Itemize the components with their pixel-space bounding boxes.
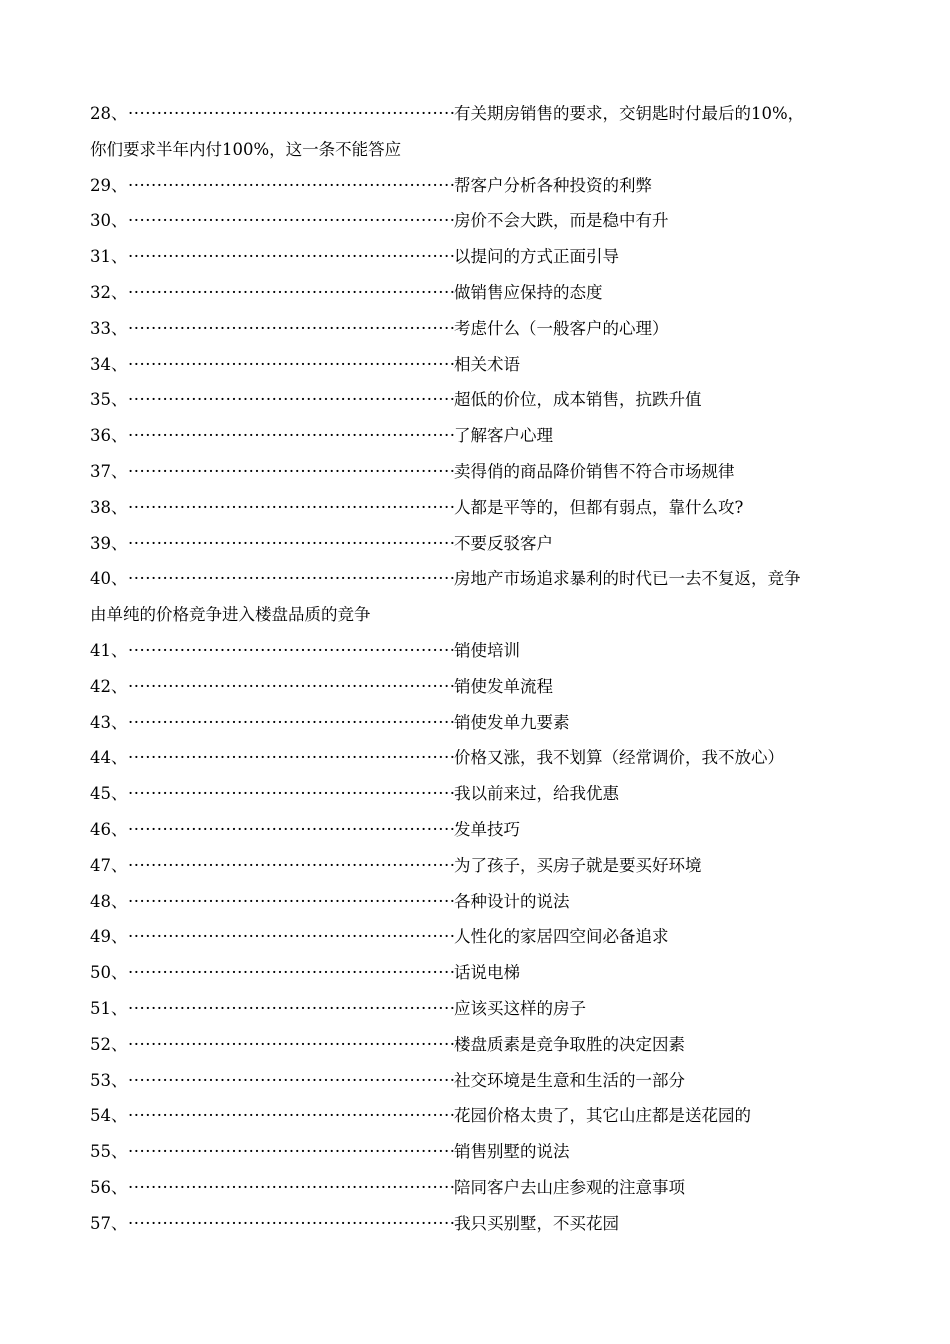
toc-entry-title: 我以前来过，给我优惠 (454, 784, 619, 804)
dot-leader (128, 705, 454, 741)
dot-leader (128, 1134, 454, 1170)
dot-leader (128, 669, 454, 705)
toc-entry-title: 超低的价位，成本销售，抗跌升值 (454, 390, 702, 410)
toc-entry (90, 740, 870, 776)
toc-entry-number: 43、 (90, 712, 128, 732)
toc-entry-number: 33、 (90, 318, 128, 338)
dot-leader (128, 848, 454, 884)
toc-entry (90, 776, 870, 812)
toc-entry (90, 490, 870, 526)
toc-entry (90, 382, 870, 418)
toc-entry-title: 房价不会大跌，而是稳中有升 (454, 211, 669, 231)
toc-entry-number: 53、 (90, 1070, 128, 1090)
toc-entry-title: 房地产市场追求暴利的时代已一去不复返，竞争 (454, 569, 801, 589)
dot-leader (128, 955, 454, 991)
toc-entry-number: 31、 (90, 247, 128, 267)
toc-entry (90, 848, 870, 884)
toc-entry (90, 669, 870, 705)
toc-entry-number: 35、 (90, 390, 128, 410)
toc-entry (90, 812, 870, 848)
toc-entry-title: 发单技巧 (454, 819, 520, 839)
toc-entry-number: 52、 (90, 1034, 128, 1054)
toc-entry (90, 633, 870, 669)
toc-entry-number: 50、 (90, 963, 128, 983)
toc-entry-title: 有关期房销售的要求，交钥匙时付最后的10%， (454, 104, 805, 123)
toc-entry (90, 275, 870, 311)
dot-leader (128, 1063, 454, 1099)
dot-leader (128, 347, 454, 383)
dot-leader (128, 991, 454, 1027)
dot-leader (128, 776, 454, 812)
toc-entry-title: 了解客户心理 (454, 426, 553, 446)
dot-leader (128, 884, 454, 920)
toc-entry (90, 203, 870, 239)
toc-entry (90, 1206, 870, 1242)
dot-leader (128, 812, 454, 848)
toc-entry-number: 29、 (90, 175, 128, 195)
toc-entry-number: 47、 (90, 855, 128, 875)
toc-entry (90, 705, 870, 741)
toc-entry-title: 以提问的方式正面引导 (454, 247, 619, 267)
dot-leader (128, 311, 454, 347)
toc-entry-number: 38、 (90, 497, 128, 517)
toc-entry-title: 相关术语 (454, 354, 520, 374)
dot-leader (128, 633, 454, 669)
toc-entry-number: 55、 (90, 1142, 128, 1162)
toc-entry (90, 1170, 870, 1206)
toc-entry (90, 1134, 870, 1170)
dot-leader (128, 1027, 454, 1063)
toc-entry-continuation: 由单纯的价格竞争进入楼盘品质的竞争 (90, 605, 371, 625)
toc-entry-title: 做销售应保持的态度 (454, 282, 603, 302)
toc-entry-number: 57、 (90, 1213, 128, 1233)
dot-leader (128, 1098, 454, 1134)
toc-entry-number: 41、 (90, 640, 128, 660)
dot-leader (128, 561, 454, 597)
toc-entry-number: 32、 (90, 282, 128, 302)
toc-entry-number: 45、 (90, 784, 128, 804)
toc-entry-number: 40、 (90, 569, 128, 589)
toc-entry (90, 955, 870, 991)
toc-entry-title: 花园价格太贵了，其它山庄都是送花园的 (454, 1106, 751, 1126)
toc-entry-title: 陪同客户去山庄参观的注意事项 (454, 1177, 685, 1197)
toc-entry-number: 37、 (90, 461, 128, 481)
toc-entry (90, 1027, 870, 1063)
toc-entry-number: 49、 (90, 927, 128, 947)
toc-entry (90, 561, 870, 597)
toc-entry (90, 1098, 870, 1134)
toc-entry-title: 销使培训 (454, 640, 520, 660)
toc-entry-number: 51、 (90, 998, 128, 1018)
toc-entry (90, 526, 870, 562)
toc-entry (90, 991, 870, 1027)
toc-entry-title: 人都是平等的，但都有弱点，靠什么攻? (454, 497, 744, 517)
toc-entry (90, 919, 870, 955)
dot-leader (128, 275, 454, 311)
toc-entry-number: 42、 (90, 676, 128, 696)
dot-leader (128, 740, 454, 776)
toc-entry-number: 39、 (90, 533, 128, 553)
toc-entry (90, 96, 870, 132)
dot-leader (128, 96, 454, 132)
dot-leader (128, 203, 454, 239)
toc-entry-number: 48、 (90, 891, 128, 911)
toc-entry-title: 楼盘质素是竞争取胜的决定因素 (454, 1034, 685, 1054)
dot-leader (128, 490, 454, 526)
toc-entry-continuation: 你们要求半年内付100%，这一条不能答应 (90, 139, 402, 159)
toc-entry-title: 人性化的家居四空间必备追求 (454, 927, 669, 947)
dot-leader (128, 919, 454, 955)
toc-entry (90, 239, 870, 275)
toc-entry (90, 168, 870, 204)
toc-entry (90, 1063, 870, 1099)
toc-entry (90, 884, 870, 920)
dot-leader (128, 239, 454, 275)
toc-entry-title: 应该买这样的房子 (454, 998, 586, 1018)
toc-entry-title: 话说电梯 (454, 963, 520, 983)
toc-entry-number: 46、 (90, 819, 128, 839)
toc-entry-title: 为了孩子，买房子就是要买好环境 (454, 855, 702, 875)
toc-entry-number: 36、 (90, 426, 128, 446)
toc-entry-number: 28、 (90, 104, 128, 123)
toc-entry-title: 销售别墅的说法 (454, 1142, 570, 1162)
toc-entry-title: 我只买别墅，不买花园 (454, 1213, 619, 1233)
toc-entry (90, 311, 870, 347)
table-of-contents (90, 96, 870, 1242)
toc-entry-number: 44、 (90, 748, 128, 768)
toc-entry (90, 347, 870, 383)
toc-entry-title: 考虑什么（一般客户的心理） (454, 318, 669, 338)
dot-leader (128, 1170, 454, 1206)
dot-leader (128, 418, 454, 454)
toc-entry-title: 卖得俏的商品降价销售不符合市场规律 (454, 461, 735, 481)
toc-entry-title: 帮客户分析各种投资的利弊 (454, 175, 652, 195)
toc-entry (90, 418, 870, 454)
dot-leader (128, 1206, 454, 1242)
toc-entry-title: 销使发单流程 (454, 676, 553, 696)
toc-entry (90, 454, 870, 490)
toc-entry-number: 30、 (90, 211, 128, 231)
toc-entry-title: 不要反驳客户 (454, 533, 553, 553)
toc-entry-number: 54、 (90, 1106, 128, 1126)
dot-leader (128, 526, 454, 562)
dot-leader (128, 454, 454, 490)
toc-entry-number: 34、 (90, 354, 128, 374)
toc-entry-title: 社交环境是生意和生活的一部分 (454, 1070, 685, 1090)
toc-entry-title: 销使发单九要素 (454, 712, 570, 732)
toc-entry-title: 价格又涨，我不划算（经常调价，我不放心） (454, 748, 784, 768)
toc-entry-number: 56、 (90, 1177, 128, 1197)
dot-leader (128, 382, 454, 418)
dot-leader (128, 168, 454, 204)
toc-entry-title: 各种设计的说法 (454, 891, 570, 911)
